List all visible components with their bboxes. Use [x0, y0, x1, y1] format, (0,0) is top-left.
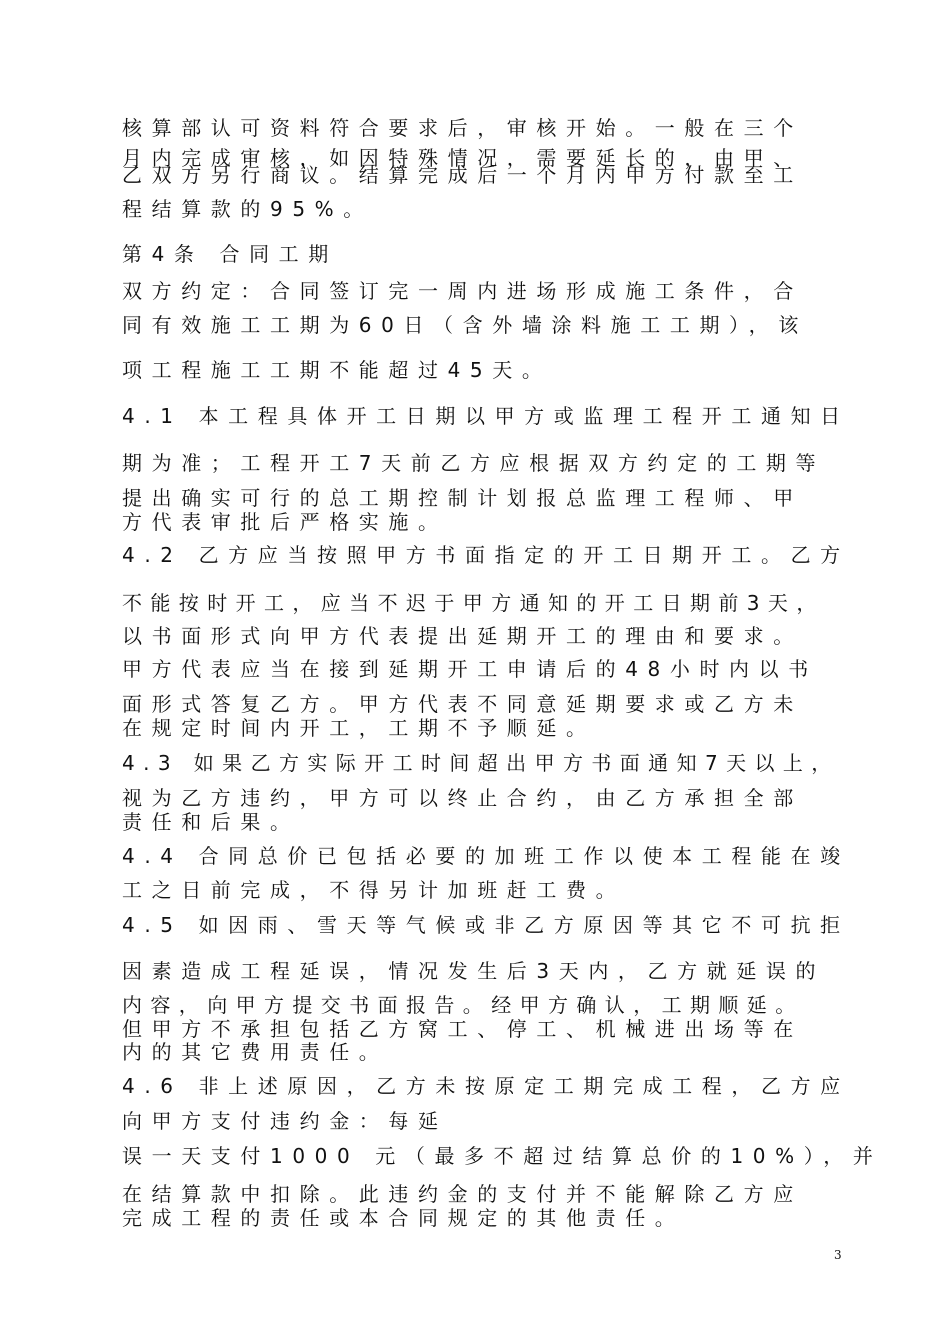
text-line: 月内完成审核，如因特殊情况，需要延长的，由甲、 — [122, 146, 803, 170]
text-line: 甲方代表应当在接到延期开工申请后的48小时内以书 — [122, 657, 818, 681]
text-line: 但甲方不承担包括乙方窝工、停工、机械进出场等在 — [122, 1017, 803, 1041]
text-line: 内容，向甲方提交书面报告。经甲方确认，工期顺延。 — [122, 993, 804, 1017]
text-line: 4.5 如因雨、雪天等气候或非乙方原因等其它不可抗拒 — [122, 913, 850, 937]
text-line: 责任和后果。 — [122, 810, 300, 834]
text-line: 因素造成工程延误，情况发生后3天内，乙方就延误的 — [122, 959, 826, 983]
text-line: 程结算款的95%。 — [122, 197, 373, 221]
text-line: 内的其它费用责任。 — [122, 1040, 389, 1064]
text-line: 双方约定：合同签订完一周内进场形成施工条件，合 — [122, 279, 803, 303]
text-line: 在结算款中扣除。此违约金的支付并不能解除乙方应 — [122, 1182, 803, 1206]
text-line: 以书面形式向甲方代表提出延期开工的理由和要求。 — [122, 624, 803, 648]
text-line: 4.3 如果乙方实际开工时间超出甲方书面通知7天以上， — [122, 751, 840, 775]
text-line: 误一天支付1000 元（最多不超过结算总价的10%），并 — [122, 1144, 883, 1168]
text-line: 期为准；工程开工7天前乙方应根据双方约定的工期等 — [122, 451, 826, 475]
page-number: 3 — [834, 1248, 842, 1262]
text-line: 同有效施工工期为60日（含外墙涂料施工工期），该 — [122, 313, 808, 337]
text-line: 核算部认可资料符合要求后，审核开始。一般在三个 — [122, 116, 803, 140]
text-line: 乙双方另行商议。结算完成后一个月内甲方付款至工 — [122, 163, 803, 187]
text-line: 在规定时间内开工，工期不予顺延。 — [122, 716, 596, 740]
text-line: 向甲方支付违约金：每延 — [122, 1109, 448, 1133]
text-line: 方代表审批后严格实施。 — [122, 510, 448, 534]
text-line: 视为乙方违约，甲方可以终止合约，由乙方承担全部 — [122, 786, 803, 810]
text-line: 面形式答复乙方。甲方代表不同意延期要求或乙方未 — [122, 692, 803, 716]
text-line: 工之日前完成，不得另计加班赶工费。 — [122, 878, 626, 902]
text-line: 4.4 合同总价已包括必要的加班工作以使本工程能在竣 — [122, 844, 850, 868]
text-line: 项工程施工工期不能超过45天。 — [122, 358, 552, 382]
text-line: 完成工程的责任或本合同规定的其他责任。 — [122, 1206, 685, 1230]
text-line: 提出确实可行的总工期控制计划报总监理工程师、甲 — [122, 486, 803, 510]
text-line: 4.6 非上述原因，乙方未按原定工期完成工程，乙方应 — [122, 1074, 850, 1098]
text-line: 不能按时开工，应当不迟于甲方通知的开工日期前3天， — [122, 591, 825, 615]
text-line: 4.1 本工程具体开工日期以甲方或监理工程开工通知日 — [122, 404, 850, 428]
text-line: 4.2 乙方应当按照甲方书面指定的开工日期开工。乙方 — [122, 543, 850, 567]
section-heading: 第4条 合同工期 — [122, 242, 338, 266]
